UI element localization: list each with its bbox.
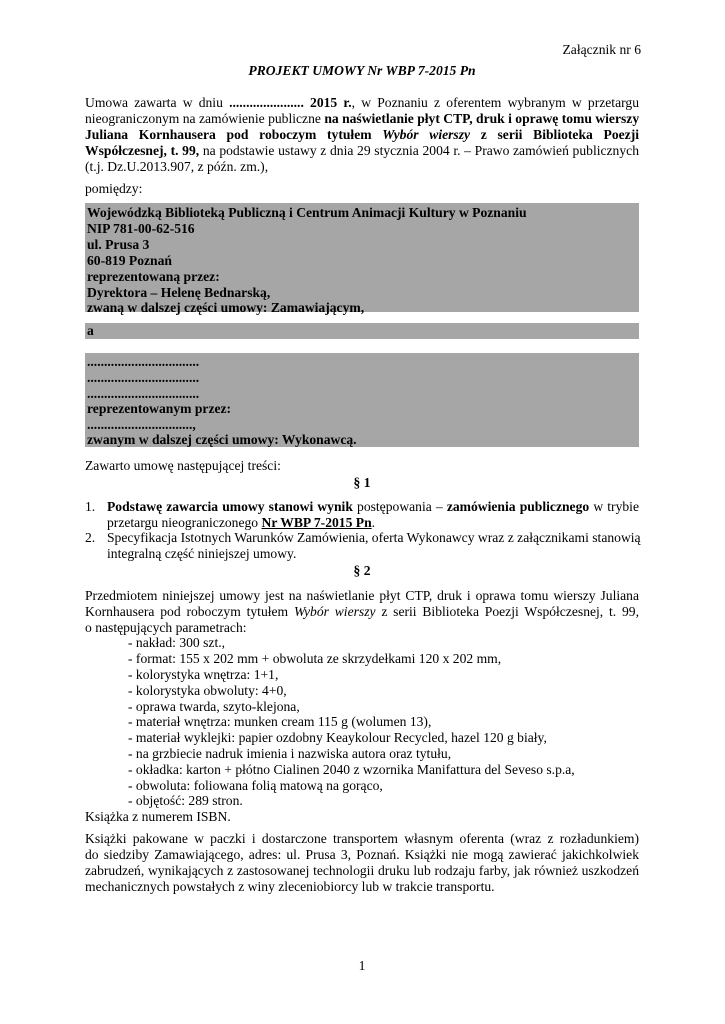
between-label: pomiędzy: <box>85 181 143 196</box>
param-item: - obwoluta: foliowana folią matową na gorąco, <box>128 778 383 793</box>
param-item: - oprawa twarda, szyto-klejona, <box>128 699 300 714</box>
party1-name: Wojewódzką Biblioteką Publiczną i Centrum Animacji Kultury w Poznaniu <box>87 205 527 220</box>
party1-role: zwaną w dalszej części umowy: Zamawiającym, <box>87 300 365 315</box>
s1-item-1-number: 1. <box>85 499 96 514</box>
s1-item-1-line-2: przetargu nieograniczonego Nr WBP 7-2015 Pn. <box>107 515 376 530</box>
intro-line-4: Współczesnej, t. 99, na podstawie ustawy z dnia 29 stycznia 2004 r. – Prawo zamówień publicznych <box>85 143 639 158</box>
s1-item-2-line-1: Specyfikacja Istotnych Warunków Zamówienia, oferta Wykonawcy wraz z załącznikami stanowią <box>107 530 641 545</box>
intro-line-1: Umowa zawarta w dniu ...................... 2015 r., w Poznaniu z oferentem wybranym w przetargu <box>85 95 639 110</box>
party1-represented: reprezentowaną przez: <box>87 269 220 284</box>
page-number: 1 <box>358 958 366 973</box>
party1-city: 60-819 Poznań <box>87 253 172 268</box>
page-title: PROJEKT UMOWY Nr WBP 7-2015 Pn <box>248 63 476 78</box>
s1-item-2-number: 2. <box>85 530 96 545</box>
party2-line-2: ................................. <box>87 370 200 385</box>
intro-line-3: Juliana Kornhausera pod roboczym tytułem Wybór wierszy z serii Biblioteka Poezji <box>85 127 640 142</box>
party1-block <box>85 203 639 315</box>
party2-block <box>85 353 639 447</box>
intro-line-5: (t.j. Dz.U.2013.907, z późn. zm.), <box>85 159 269 174</box>
param-item: - okładka: karton + płótno Cialinen 2040 z wzornika Manifattura del Seveso s.p.a, <box>128 762 575 777</box>
attachment-label: Załącznik nr 6 <box>562 42 641 57</box>
isbn-note: Książka z numerem ISBN. <box>85 809 231 824</box>
param-item: - format: 155 x 202 mm + obwoluta ze skrzydełkami 120 x 202 mm, <box>128 651 502 666</box>
intro-line-2: nieograniczonym na zamówienie publiczne na naświetlanie płyt CTP, druk i oprawę tomu wierszy <box>85 111 640 126</box>
s2-para-2-line-2: do siedziby Zamawiającego, adres: ul. Prusa 3, Poznań. Książki nie mogą zawierać jakichkolwiek <box>85 847 639 862</box>
party2-represented: reprezentowanym przez: <box>87 401 232 416</box>
party1-nip: NIP 781-00-62-516 <box>87 221 195 236</box>
s2-para-1-line-3: o następujących parametrach: <box>85 620 247 635</box>
party2-line-3: ................................. <box>87 386 200 401</box>
s2-para-1-line-1: Przedmiotem niniejszej umowy jest na naświetlanie płyt CTP, druk i oprawa tomu wierszy Juliana <box>85 588 639 603</box>
party2-line-1: ................................. <box>87 354 200 369</box>
section-1-heading: § 1 <box>353 475 371 490</box>
param-item: - kolorystyka wnętrza: 1+1, <box>128 667 279 682</box>
param-item: - objętość: 289 stron. <box>128 793 243 808</box>
param-item: - nakład: 300 szt., <box>128 635 226 650</box>
param-item: - materiał wyklejki: papier ozdobny Keaykolour Recycled, hazel 120 g biały, <box>128 730 547 745</box>
and-label: a <box>87 323 94 338</box>
s1-item-1-line-1: Podstawę zawarcia umowy stanowi wynik postępowania – zamówienia publicznego w trybie <box>107 499 639 514</box>
s1-item-2-line-2: integralną część niniejszej umowy. <box>107 546 297 561</box>
party1-director: Dyrektora – Helenę Bednarską, <box>87 285 271 300</box>
concluded-text: Zawarto umowę następującej treści: <box>85 458 281 473</box>
party2-line-5: ..............................., <box>87 417 196 432</box>
s2-para-2-line-1: Książki pakowane w paczki i dostarczone transportem własnym oferenta (wraz z rozładunkiem) <box>85 831 639 846</box>
and-strip <box>85 323 639 339</box>
s2-para-2-line-3: zabrudzeń, wynikających z zastosowanej technologii druku lub rodzaju farby, jak również uszkodzeń <box>85 863 639 878</box>
party1-street: ul. Prusa 3 <box>87 237 150 252</box>
param-item: - kolorystyka obwoluty: 4+0, <box>128 683 287 698</box>
param-item: - na grzbiecie nadruk imienia i nazwiska autora oraz tytułu, <box>128 746 452 761</box>
s2-para-2-line-4: mechanicznych powstałych z winy zleceniobiorcy lub w trakcie transportu. <box>85 879 495 894</box>
section-2-heading: § 2 <box>353 563 371 578</box>
party2-role: zwanym w dalszej części umowy: Wykonawcą. <box>87 432 357 447</box>
param-item: - materiał wnętrza: munken cream 115 g (wolumen 13), <box>128 714 432 729</box>
s2-para-1-line-2: Kornhausera pod roboczym tytułem Wybór wierszy z serii Biblioteka Poezji Współczesnej, t. 99, <box>85 604 639 619</box>
